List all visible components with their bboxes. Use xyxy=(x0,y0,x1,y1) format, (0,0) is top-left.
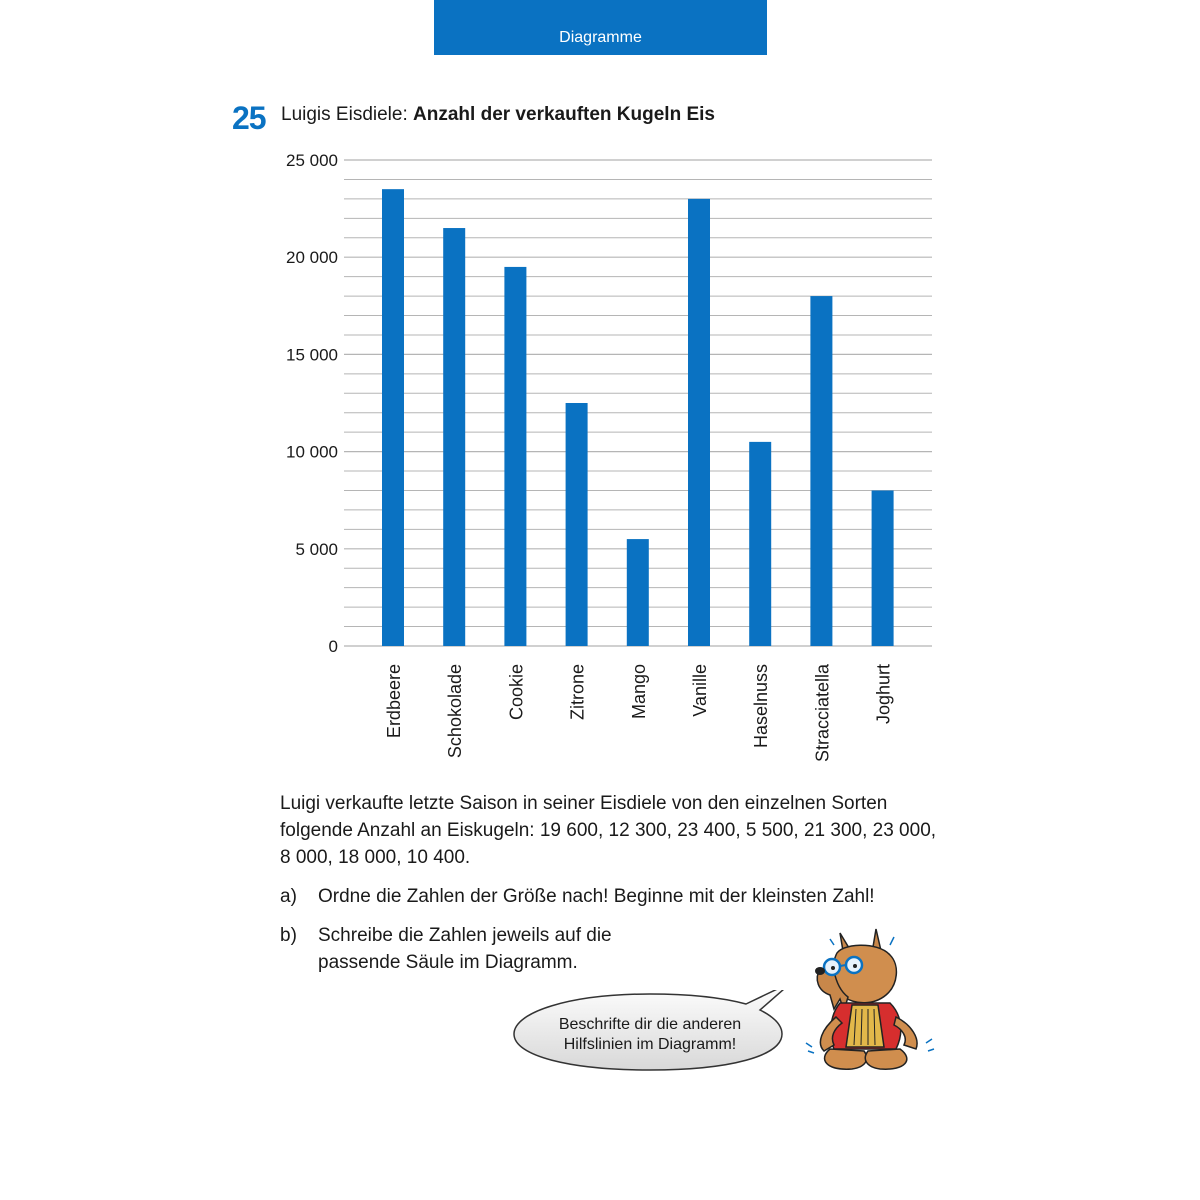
task-number: 25 xyxy=(232,100,266,136)
bar-stracciatella xyxy=(810,296,832,646)
x-tick-label: Zitrone xyxy=(567,664,588,721)
bar-mango xyxy=(627,539,649,646)
bar-zitrone xyxy=(566,403,588,646)
y-tick-label: 20 000 xyxy=(286,248,338,268)
x-tick-label: Stracciatella xyxy=(812,664,833,763)
y-tick-label: 5 000 xyxy=(295,539,338,559)
x-tick-label: Haselnuss xyxy=(751,664,772,749)
bar-erdbeere xyxy=(382,189,404,646)
x-tick-label: Cookie xyxy=(506,664,527,721)
description-line-2: folgende Anzahl an Eiskugeln: 19 600, 12 300, 23 400, 5 500, 21 300, 23 000, xyxy=(280,820,937,841)
y-tick-label: 0 xyxy=(328,637,338,656)
bar-joghurt xyxy=(872,490,894,646)
bar-vanille xyxy=(688,199,710,646)
bubble-line-2: Hilfslinien im Diagramm! xyxy=(563,1036,737,1053)
x-tick-label: Mango xyxy=(628,664,649,720)
task-description xyxy=(280,790,960,871)
y-tick-label: 15 000 xyxy=(286,345,338,365)
description-line-1: Luigi verkaufte letzte Saison in seiner Eisdiele von den einzelnen Sorten xyxy=(280,793,888,814)
task-title-prefix: Luigis Eisdiele: xyxy=(281,104,414,125)
y-tick-label: 25 000 xyxy=(286,151,338,170)
x-tick-label: Erdbeere xyxy=(384,664,404,739)
section-header-label: Diagramme xyxy=(559,28,642,46)
y-tick-label: 10 000 xyxy=(286,442,338,462)
x-tick-label: Vanille xyxy=(690,664,710,717)
task-b-letter: b) xyxy=(280,925,297,946)
x-tick-label: Schokolade xyxy=(445,664,466,759)
task-title-bold: Anzahl der verkauften Kugeln Eis xyxy=(413,104,715,125)
bar-haselnuss xyxy=(749,442,771,646)
speech-bubble-text xyxy=(520,1015,780,1055)
description-line-3: 8 000, 18 000, 10 400. xyxy=(280,847,471,868)
task-a-text: Ordne die Zahlen der Größe nach! Beginne mit der kleinsten Zahl! xyxy=(318,886,875,907)
task-b-line-1: Schreibe die Zahlen jeweils auf die xyxy=(318,925,612,946)
dog-mascot-illustration xyxy=(800,925,940,1075)
task-b-content xyxy=(318,922,612,976)
x-tick-label: Joghurt xyxy=(873,664,894,725)
bubble-line-1: Beschrifte dir die anderen xyxy=(558,1016,742,1033)
task-a-letter: a) xyxy=(280,886,297,907)
bar-cookie xyxy=(504,267,526,646)
task-b-line-2: passende Säule im Diagramm. xyxy=(318,952,578,973)
bar-schokolade xyxy=(443,228,465,646)
